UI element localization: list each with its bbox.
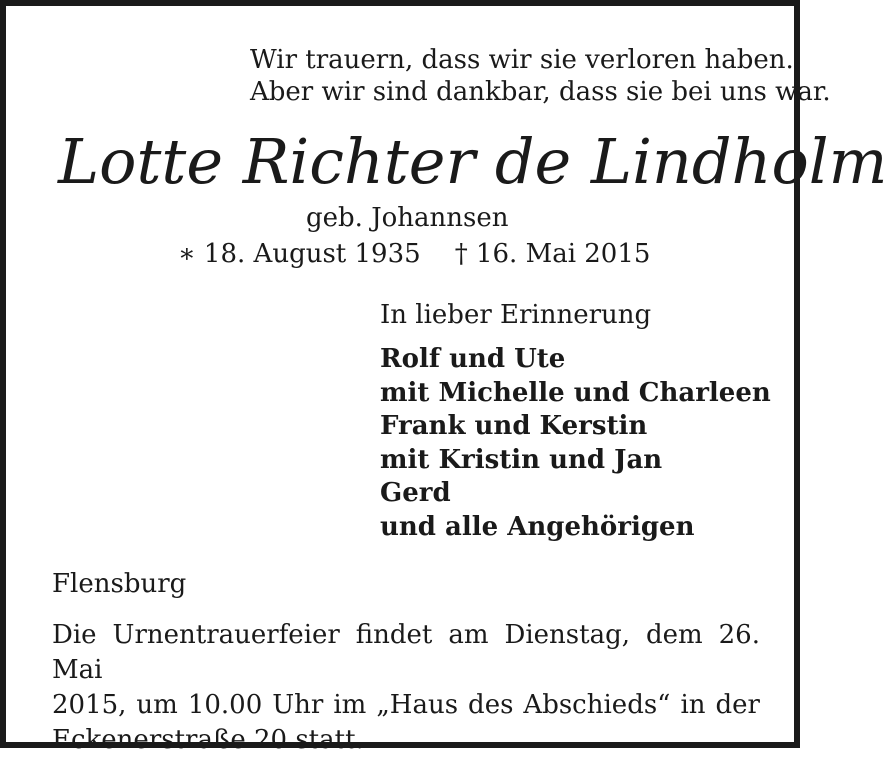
- deceased-name: Lotte Richter de Lindholm: [58, 125, 887, 198]
- mourner-line: mit Kristin und Jan: [380, 444, 663, 475]
- death-date: † 16. Mai 2015: [454, 239, 651, 269]
- mourner-line: mit Michelle und Charleen: [380, 377, 771, 408]
- mourner-line: Gerd: [380, 478, 451, 509]
- motto-line: Wir trauern, dass wir sie verloren haben.: [250, 45, 794, 75]
- place: Flensburg: [52, 569, 187, 599]
- memory-label: In lieber Erinnerung: [380, 300, 652, 330]
- mourner-line: Rolf und Ute: [380, 344, 566, 374]
- life-dates: [178, 238, 650, 270]
- ceremony-line: Eckenerstraße 20 statt.: [52, 725, 364, 755]
- mourner-line: und alle Angehörigen: [380, 511, 695, 542]
- birth-name: geb. Johannsen: [306, 203, 509, 233]
- mourners-list: [380, 343, 771, 545]
- motto-line: Aber wir sind dankbar, dass sie bei uns war.: [250, 77, 831, 107]
- motto-quote: [250, 44, 831, 108]
- birth-date: ∗ 18. August 1935: [178, 239, 421, 269]
- ceremony-line: 2015, um 10.00 Uhr im „Haus des Abschieds“ in der: [52, 690, 760, 720]
- mourner-line: Frank und Kerstin: [380, 411, 648, 442]
- ceremony-info: [52, 618, 760, 758]
- ceremony-line: Die Urnentrauerfeier findet am Dienstag, dem 26. Mai: [52, 620, 760, 685]
